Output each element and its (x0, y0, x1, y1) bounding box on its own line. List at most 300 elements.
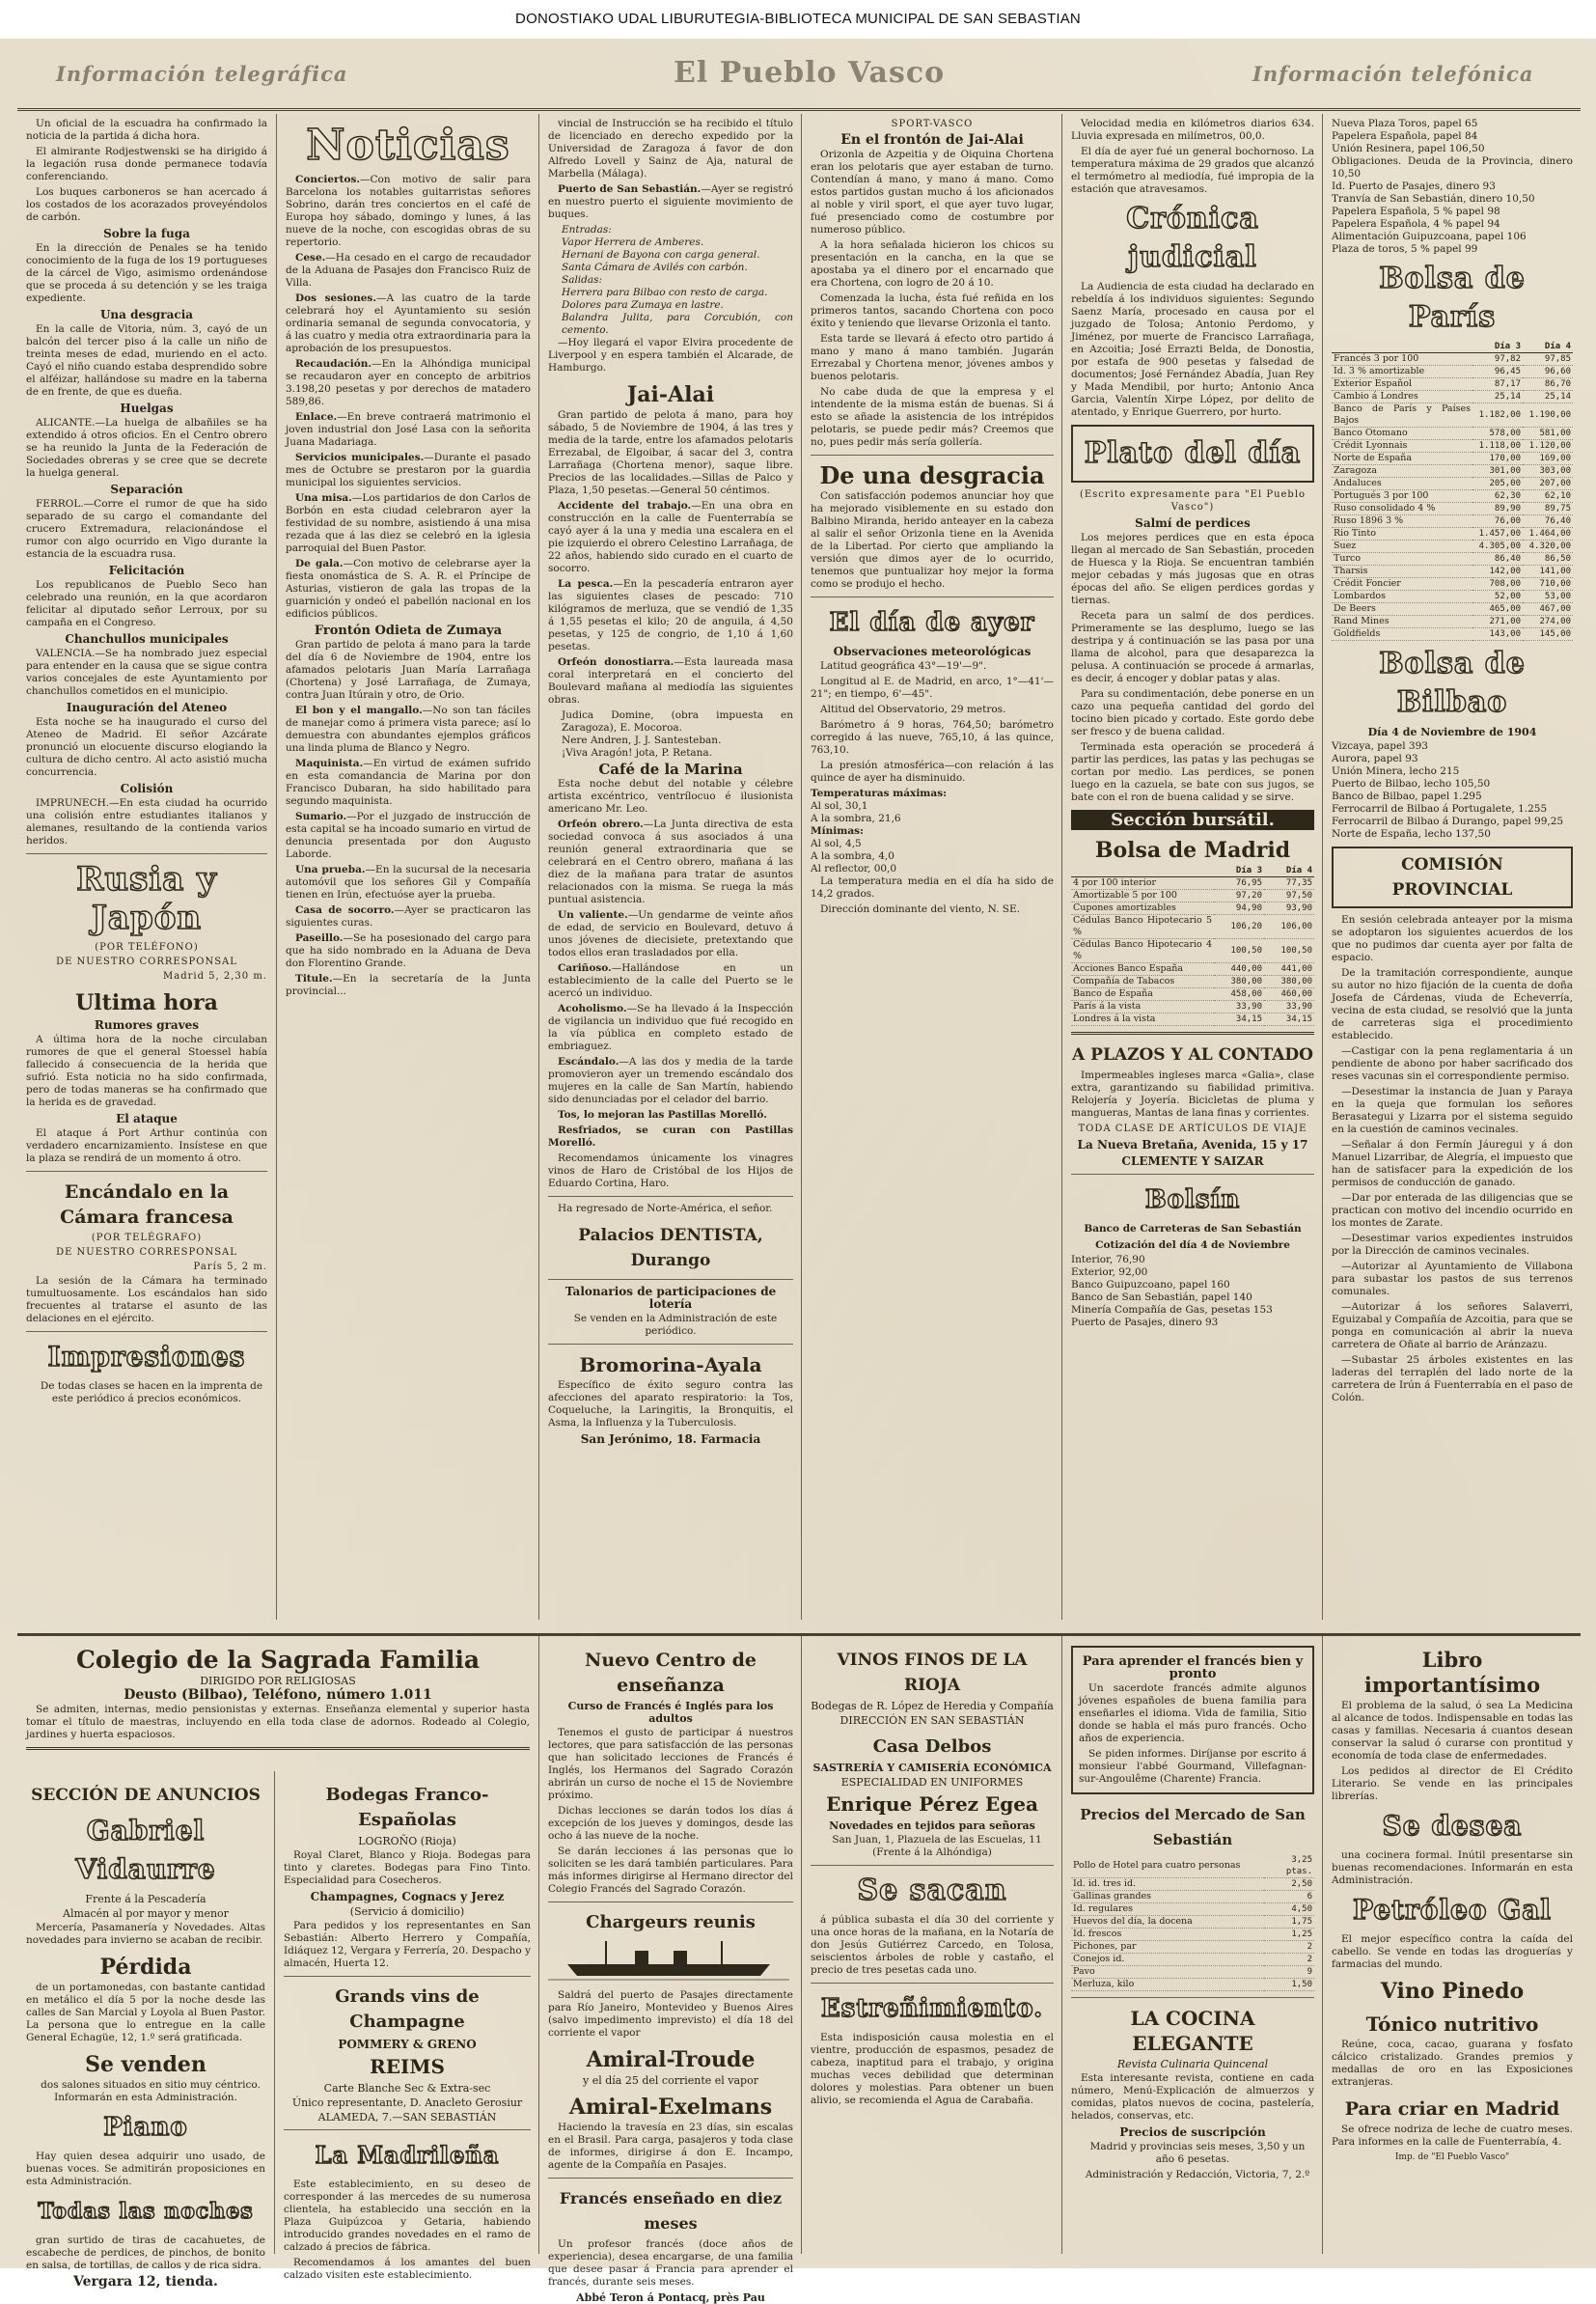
item-lead: Una prueba. (295, 864, 366, 875)
sacan-title: Se sacan (857, 1874, 1007, 1907)
table-row (1071, 1966, 1314, 1979)
paragraph: Velocidad media en kilómetros diarios 634. Lluvia expresada en milímetros, 00,0. (1071, 118, 1314, 142)
item-text: —Se ha posesionado del cargo para que ha sido nombrado en la Aduana de Deva don Florentino Grande. (286, 932, 531, 969)
table-cell-label: Huevos del día, la docena (1071, 1916, 1264, 1929)
table-row (1332, 503, 1573, 515)
ship-line: Vapor Herrera de Amberes. (562, 236, 704, 248)
table-cell-value: 4.305,00 (1472, 541, 1523, 553)
paragraph: Tenemos el gusto de participar á nuestros lectores, que para satisfacción de las personas que han solicitado lecciones de Francés é Inglés, los Hermanos del Sagrado Corazón abrirán un curso de noche el 15 de Noviembre próximo. (548, 1727, 793, 1801)
paragraph: De todas clases se hacen en la imprenta de este periódico á precios económicos. (40, 1380, 263, 1404)
ship-line: Salidas: (562, 274, 603, 286)
colegio-title: Colegio de la Sagrada Familia (75, 1646, 481, 1674)
paragraph: Esta interesante revista, contiene en cada número, Menú-Explicación de almuerzos y comidas, platos nuevos de cocina, pastelería, helados, conservas, etc. (1071, 2072, 1314, 2122)
fronton-title: Frontón Odieta de Zumaya (314, 624, 503, 638)
table-cell-value: 207,00 (1523, 478, 1573, 490)
plazos-names: CLEMENTE Y SAIZAR (1121, 1154, 1264, 1168)
colegio-addr: Deusto (Bilbao), Teléfono, número 1.011 (124, 1687, 432, 1703)
nuevo-centro-title: Nuevo Centro de enseñanza (584, 1650, 757, 1696)
precios-title: Precios del Mercado de San Sebastián (1080, 1806, 1306, 1848)
bolsin-date: Cotización del día 4 de Noviembre (1095, 1239, 1290, 1251)
table-cell-value: 52,00 (1472, 591, 1523, 603)
paragraph: ALICANTE.—La huelga de albañiles se ha extendido á otros oficios. En el Centro obrero se ha reunido la Junta de la Federación de Sociedades obreras y se cree que se decrete la huelga general. (26, 417, 267, 479)
program-line: Nere Andren, J. J. Santesteban. (562, 735, 722, 746)
chargeurs-title: Chargeurs reunis (586, 1912, 756, 1932)
item-text: —A las dos y media de la tarde promovieron ayer un tremendo escándalo dos mujeres en la calle de San Martín, habiendo sido denunciadas por el celador del barrio. (548, 1056, 793, 1105)
table-cell-value: 97,50 (1264, 890, 1314, 902)
champ-agent: Único representante, D. Anacleto Gerosiur (291, 2096, 523, 2109)
bilbao-line: Norte de España, lecho 137,50 (1332, 828, 1491, 840)
paragraph: Los mejores perdices que en esta época llegan al mercado de San Sebastián, proceden de Huesca y la Rioja. Se encuentran también mejor cebadas y más jugosas que en otras épocas del año. Se eligen perdices gordas y tiernas. (1071, 532, 1314, 606)
ultima-hora-title: Ultima hora (75, 990, 218, 1015)
table-cell-value: 89,90 (1472, 503, 1523, 515)
bodegas-title: Bodegas Franco-Españolas (325, 1785, 489, 1830)
paragraph: Se darán lecciones á las personas que lo soliciten se les dará también particulares. Para más informes dirigirse al Hermano director del Colegio Francés del Sagrado Corazón. (548, 1846, 793, 1895)
paragraph: Se ofrece nodriza de leche de cuatro meses. Para informes en la calle de Fuenterrabía, 4. (1332, 2124, 1573, 2148)
table-cell-label: Banco Otomano (1332, 428, 1472, 440)
table-cell-label: Id. id. tres id. (1071, 1878, 1264, 1891)
table-cell-value: 94,90 (1214, 902, 1264, 915)
table-row (1332, 591, 1573, 603)
divider (284, 1976, 531, 1977)
table-cell-value: 33,90 (1264, 1001, 1314, 1013)
item-text: —En la sucursal de la necesaria automóvil que los señores Gil y Compañía tienen en Irún, efectuóse ayer la prueba. (286, 864, 531, 901)
paragraph: Reúne, coca, cacao, guarana y fosfato cálcico cristalizado. Grandes premios y medallas de oro en las Exposiciones extranjeras. (1332, 2039, 1573, 2088)
item-text: —Ayer se registró en nuestro puerto el siguiente movimiento de buques. (548, 183, 793, 220)
estrenimiento-title: Estreñimiento. (820, 1994, 1044, 2023)
paragraph: Dirección dominante del viento, N. SE. (820, 903, 1020, 915)
bolsa-madrid-title: Bolsa de Madrid (1094, 838, 1291, 863)
vino-title: Vino Pinedo (1380, 1979, 1525, 2004)
item-text: —En virtud de exámen sufrido en esta comandancia de Marina por don Francisco Dubaran, ha sido habilitado para segundo maquinista. (286, 758, 531, 807)
section-title: Chanchullos municipales (65, 632, 229, 646)
rusia-japon-title: Rusia y Japón (76, 860, 217, 937)
table-row (1332, 528, 1573, 541)
bolsin-sub: Banco de Carreteras de San Sebastián (1084, 1223, 1302, 1235)
divider (811, 1983, 1054, 1984)
enrique-title: Enrique Pérez Egea (826, 1792, 1038, 1816)
table-row (1332, 628, 1573, 641)
noches-title: Todas las noches (38, 2199, 254, 2224)
paris-title: Bolsa de París (1379, 262, 1526, 334)
camara-title: Encándalo en la Cámara francesa (60, 1181, 234, 1228)
column-3 (538, 114, 802, 1620)
ads-column-5 (1322, 1636, 1582, 2254)
item-lead: Cariñoso. (558, 962, 612, 974)
ship-line: Entradas: (562, 224, 612, 236)
paragraph: gran surtido de tiras de cacahuetes, de escabeche de perdices, de pinchos, de bonito en salsa, de tortillas, de callos y de rica sidra. (26, 2235, 265, 2271)
vinos-title: VINOS FINOS DE LA RIOJA (837, 1651, 1028, 1695)
item-lead: De gala. (295, 558, 344, 569)
noches-addr: Vergara 12, tienda. (73, 2274, 218, 2290)
intro-line: Plaza de toros, 5 % papel 99 (1332, 243, 1478, 255)
item-lead: Un valiente. (558, 909, 628, 921)
amiral-troude-title: Amiral-Troude (586, 2047, 756, 2072)
table-row (1071, 1013, 1314, 1026)
section-label: SPORT-VASCO (891, 119, 974, 129)
item-lead: Recaudación. (295, 358, 372, 370)
divider (548, 1196, 793, 1197)
table-cell-label: Zaragoza (1332, 465, 1472, 478)
table-header (1071, 865, 1214, 877)
item-text: —En una obra en construcción en la calle de Fuenterrabía se cayó ayer á la una y media una escalera en el pie izquierdo el obrero Celestino Larrañaga, de 22 años, habiendo sido curado en el cuarto de socorro. (548, 500, 793, 574)
newspaper-scan (0, 39, 1596, 2304)
paragraph: IMPRUNECH.—En esta ciudad ha ocurrido una colisión entre estudiantes italianos y alemanes, resultando de la contienda varios heridos. (26, 797, 267, 847)
comision-title: COMISIÓN PROVINCIAL (1391, 855, 1513, 900)
temp-line: A la sombra, 21,6 (811, 813, 901, 824)
table-row (1071, 1941, 1314, 1954)
bolsa-paris-table (1332, 341, 1573, 641)
paragraph: San Juan, 1, Plazuela de las Escuelas, 11 (Frente á la Alhóndiga) (832, 1834, 1042, 1858)
table-cell-label: Cédulas Banco Hipotecario 4 % (1073, 939, 1212, 961)
table-cell-value: 141,00 (1523, 566, 1573, 578)
table-cell-label: Id. 3 % amortizable (1332, 366, 1472, 378)
byline: (POR TELÉFONO) (95, 942, 199, 953)
table-cell-value: 106,00 (1264, 915, 1314, 939)
uniformes: ESPECIALIDAD EN UNIFORMES (840, 1776, 1024, 1789)
plato-sub: (Escrito expresamente para "El Pueblo Vasco") (1079, 489, 1307, 513)
table-cell-value: 301,00 (1472, 465, 1523, 478)
divider (1071, 1032, 1314, 1035)
item-text: —La Junta directiva de esta sociedad convoca á sus asociados á una reunión general extraordinaria que se celebrará en el Centro obrero, mañana á las diez de la mañana para tratar de asuntos relacionados con la misma. Se ruega la más puntual asistencia. (548, 819, 793, 905)
temps-title: Temperaturas máximas: (811, 788, 948, 799)
section-title: Colisión (120, 782, 174, 795)
table-cell-value: 87,17 (1472, 378, 1523, 391)
table-row (1071, 939, 1314, 963)
vidaurre-sub: Frente á la Pescadería (85, 1893, 206, 1905)
paragraph: El ataque á Port Arthur continúa con verdadero encarnizamiento. Insístese en que la plaza se rendirá de un momento á otro. (26, 1127, 267, 1164)
table-cell-value: 578,00 (1472, 428, 1523, 440)
paragraph: Un oficial de la escuadra ha confirmado la noticia de la partida á dicha hora. (26, 118, 267, 142)
intro-line: Unión Resinera, papel 106,50 (1332, 143, 1485, 154)
table-row (1071, 976, 1314, 988)
table-cell-value: 89,75 (1523, 503, 1573, 515)
bilbao-line: Vizcaya, papel 393 (1332, 740, 1428, 752)
paragraph: FERROL.—Corre el rumor de que ha sido separado de su cargo el comandante del crucero Extremadura, relacionándose el rumor con algo ocurrido en Vigo durante la estancia de la escuadra rusa. (26, 498, 267, 560)
table-cell-value: 142,00 (1472, 566, 1523, 578)
bolsin-line: Banco Guipuzcoano, papel 160 (1071, 1279, 1230, 1291)
table-cell-label: Cédulas Banco Hipotecario 5 % (1073, 915, 1212, 937)
table-cell-value: 169,00 (1523, 453, 1573, 465)
dia-title: El día de ayer (829, 608, 1035, 637)
table-cell-value: 380,00 (1214, 976, 1264, 988)
divider (548, 2178, 793, 2179)
table-cell-value: 97,82 (1472, 353, 1523, 366)
table-cell-value: 205,00 (1472, 478, 1523, 490)
table-cell-value: 2 (1264, 1954, 1314, 1966)
bilbao-date: Día 4 de Noviembre de 1904 (1367, 726, 1537, 738)
paragraph: —Hoy llegará el vapor Elvira procedente de Liverpool y en espera también el Alcarade, de Hamburgo. (548, 337, 793, 374)
intro-line: Papelera Española, papel 84 (1332, 130, 1478, 142)
table-cell-value: 96,60 (1523, 366, 1573, 378)
vidaurre-sub2: Almacén al por mayor y menor (63, 1907, 229, 1920)
table-cell-value: 1.120,00 (1523, 440, 1573, 453)
divider (26, 1747, 530, 1750)
sastreria: SASTRERÍA Y CAMISERÍA ECONÓMICA (812, 1762, 1052, 1774)
item-text: —Ha cesado en el cargo de recaudador de la Aduana de Pasajes don Francisco Ruiz de Villa. (286, 252, 531, 289)
desgracia-title: De una desgracia (819, 461, 1045, 489)
ship-line: Santa Cámara de Avilés con carbón. (562, 262, 748, 273)
table-cell-value: 34,15 (1264, 1013, 1314, 1026)
cocina-sub: Revista Culinaria Quincenal (1116, 2058, 1269, 2070)
ship-line: Herrera para Bilbao con resto de carga. (562, 287, 768, 298)
table-cell-label: Pollo de Hotel para cuatro personas (1071, 1854, 1264, 1878)
obs-line: La presión atmosférica—con relación á las quince de ayer ha disminuido. (811, 760, 1054, 784)
table-row (1332, 490, 1573, 503)
column-2 (276, 114, 539, 1620)
bolsin-line: Banco de San Sebastián, papel 140 (1071, 1291, 1252, 1303)
paragraph: Este establecimiento, en su deseo de corresponder á las mercedes de su numerosa clientela, ha establecido una sección en la Plaza Guipúzcoa y Getaria, habiendo introducido grandes novedades en el ramo de calzado á precios de fábrica. (284, 2179, 531, 2253)
ads-column-2 (538, 1636, 802, 2304)
table-cell-value: 581,00 (1523, 428, 1573, 440)
table-cell-value: 441,00 (1264, 963, 1314, 976)
table-cell-label: Amortizable 5 por 100 (1071, 890, 1214, 902)
ship-line: Balandra Julita, para Corcubión, con cemento. (562, 312, 793, 336)
paragraph: En la dirección de Penales se ha tenido conocimiento de la fuga de los 19 portugueses de la cárcel de Vigo, asimismo ordenándose que se proceda á su detención y se les traiga expediente. (26, 242, 267, 304)
intro-line: Obligaciones. Deuda de la Provincia, dinero 10,50 (1332, 155, 1573, 180)
section-title: Huelgas (120, 402, 174, 415)
paragraph: Comenzada la lucha, ésta fué reñida en los primeros tantos, sacando Chortena con poco éxito y teniendo que llevarse Orizonla el tanto. (811, 292, 1054, 329)
steamship-icon (548, 1937, 789, 1985)
table-cell-value: 76,95 (1214, 877, 1264, 890)
item-lead: Una misa. (295, 492, 352, 504)
ship-line: Dolores para Zumaya en lastre. (562, 299, 724, 311)
table-row (1332, 578, 1573, 591)
table-row (1332, 465, 1573, 478)
item-text: —A las cuatro de la tarde celebrará hoy el Ayuntamiento su sesión ordinaria semanal de segunda convocatoria, y á las cuatro y media otra extraordinaria para la aprobación de los presupuestos. (286, 292, 531, 354)
table-row (1332, 403, 1573, 428)
bolsin-line: Interior, 76,90 (1071, 1254, 1145, 1265)
table-cell-value: 3,25 ptas. (1264, 1854, 1314, 1878)
section-title: Inauguración del Ateneo (66, 701, 228, 714)
paragraph: —Subastar 25 árboles existentes en las laderas del terraplén del lado norte de la carretera de Irún á Fuenterrabía en el paso de Colón. (1332, 1354, 1573, 1403)
casa-title: Casa Delbos (872, 1736, 992, 1757)
table-cell-label: Pichones, par (1071, 1941, 1264, 1954)
table-cell-value: 1.182,00 (1472, 403, 1523, 428)
bilbao-line: Aurora, papel 93 (1332, 753, 1418, 764)
masthead-title: El Pueblo Vasco (674, 56, 946, 90)
table-cell-label: Acciones Banco España (1071, 963, 1214, 976)
table-cell-label: Lombardos (1332, 591, 1472, 603)
paragraph: Impermeables ingleses marca «Galia», clase extra, garantizando su fiabilidad primitiva. Relojería y Joyería. Bicicletas de pluma y mangueras, Mantas de lana finas y corrientes. (1071, 1069, 1314, 1119)
table-cell-value: 25,14 (1472, 391, 1523, 403)
bolsin-line: Puerto de Pasajes, dinero 93 (1071, 1317, 1219, 1328)
masthead-left: Información telegráfica (56, 62, 348, 86)
ad-line: Resfriados, se curan con Pastillas Morelló. (548, 1124, 793, 1149)
table-cell-value: 100,50 (1214, 939, 1264, 963)
paragraph: Mercería, Pasamanería y Novedades. Altas novedades para invierno se acaban de recibir. (26, 1922, 265, 1946)
table-row (1071, 902, 1314, 915)
table-cell-value: 708,00 (1472, 578, 1523, 591)
paragraph: —Desestimar la instancia de Juan y Paraya en la queja que formulan los señores Berasategui y Lizarra por el sistema seguido en la cuestión de caminos vecinales. (1332, 1086, 1573, 1135)
advertisements-section (17, 1633, 1581, 2304)
paragraph: Madrid y provincias seis meses, 3,50 y un año 6 pesetas. (1089, 2141, 1306, 2165)
section-title: Sobre la fuga (103, 227, 190, 240)
table-cell-value: 4,50 (1264, 1903, 1314, 1916)
table-cell-value: 1,25 (1264, 1929, 1314, 1941)
paragraph: Esta tarde se llevará á efecto otro partido á mano y mano á mano también. Jugarán Errezabal y Chortena menor, jóvenes ambos y buenos pelotaris. (811, 333, 1054, 382)
divider (548, 1901, 793, 1902)
table-cell-value: 303,00 (1523, 465, 1573, 478)
plazos-shop: La Nueva Bretaña, Avenida, 15 y 17 (1077, 1138, 1308, 1152)
intro-line: Papelera Española, 4 % papel 94 (1332, 218, 1500, 230)
item-lead: Servicios municipales. (295, 452, 425, 463)
paragraph: Específico de éxito seguro contra las afecciones del aparato respiratorio: la Tos, Coqueluche, la Laringitis, la Bronquitis, el Asma, la Influenza y la Tuberculosis. (548, 1379, 793, 1429)
item-lead: Titule. (295, 973, 333, 985)
intro-line: Alimentación Guipuzcoana, papel 106 (1332, 231, 1527, 242)
salmi-title: Salmí de perdices (1135, 516, 1251, 530)
paragraph: vincial de Instrucción se ha recibido el título de licenciado en derecho expedido por la Universidad de Zaragoza á favor de don Alfredo Lovell y Sainz de Aja, natural de Marbella (Málaga). (548, 118, 793, 180)
paragraph: El problema de la salud, ó sea La Medicina al alcance de todos. Indispensable en todas las casas y familias. Necesaria á cuantos desean conservar la salud ó curarse con prontitud y economía de toda clase de enfermedades. (1332, 1700, 1573, 1762)
seccion-bursatil-title: Sección bursátil. (1071, 810, 1314, 830)
paragraph: Para su condimentación, debe ponerse en un cazo una pequeña cantidad del gordo del tocino bien picado y cortado. Este gordo debe ser fresco y de buena calidad. (1071, 688, 1314, 737)
obs-line: Barómetro á 9 horas, 764,50; barómetro corregido á las nueve, 765,10, á las quince, 763,10. (811, 719, 1054, 756)
obs-title: Observaciones meteorológicas (833, 645, 1032, 658)
table-row (1332, 603, 1573, 616)
ship-list (548, 224, 793, 337)
section-title: Rumores graves (94, 1018, 200, 1032)
champagne-line: Champagnes, Cognacs y Jerez (310, 1890, 505, 1903)
obs-line: Latitud geográfica 43°—19'—9". (820, 660, 987, 672)
divider (284, 2129, 531, 2130)
paragraph: Gran partido de pelota á mano para la tarde del día 6 de Noviembre de 1904, entre los afamados pelotaris Juan María Larrañaga (Chortena) y José Larrañaga, de Zumaya, contra Juan Itúrain y otro, de Orio. (286, 639, 531, 701)
table-cell-value: 1.118,00 (1472, 440, 1523, 453)
item-lead: Sumario. (295, 811, 347, 822)
item-text: —Se ha llevado á la Inspección de vigilancia un individuo que fué recogido en la vía pública en completo estado de embriaguez. (548, 1003, 793, 1052)
table-cell-value: 9 (1264, 1966, 1314, 1979)
table-cell-value: 86,70 (1523, 378, 1573, 391)
item-lead: La pesca. (558, 578, 614, 590)
table-row (1071, 915, 1314, 939)
table-cell-value: 97,20 (1214, 890, 1264, 902)
item-lead: Casa de socorro. (295, 904, 395, 916)
table-cell-value: 458,00 (1214, 988, 1264, 1001)
bilbao-line: Puerto de Bilbao, lecho 105,50 (1332, 778, 1491, 790)
section-title: El ataque (116, 1112, 178, 1125)
paragraph: Terminada esta operación se procederá á partir las perdices, las patas y las pechugas se cortan por medio. Las perdices, se ponen luego en la cazuela, se bate con sus jugos, se bate con el ron de buena calidad y se sirve. (1071, 741, 1314, 803)
bolsa-madrid-table (1071, 865, 1314, 1026)
divider (548, 1344, 793, 1345)
aprender-box (1071, 1646, 1314, 1794)
table-header: Día 3 (1472, 341, 1523, 353)
table-cell-label: Suez (1332, 541, 1472, 553)
paragraph: Orizonla de Azpeitia y de Oiquina Chortena eran los pelotaris que ayer estaban de turno. Contendían á mano, y mano á mano. Como estos partidos gustan mucho á los aficionados al noble y viril sport, el que ayer tuvo lugar, fué presenciado como de costumbre por numeroso público. (811, 149, 1054, 236)
paragraph: —Autorizar á los señores Salaverri, Eguizabal y Compañía de Azcoitia, para que se ponga en comunicación al abrir la nueva carretera de Oñate al barrio de Aránzazu. (1332, 1301, 1573, 1350)
table-cell-value: 440,00 (1214, 963, 1264, 976)
table-cell-value: 53,00 (1523, 591, 1573, 603)
paragraph: Dichas lecciones se darán todos los días á excepción de los jueves y domingos, desde las ocho á las nueve de la noche. (548, 1805, 793, 1842)
table-row (1071, 963, 1314, 976)
table-cell-value: 1,50 (1264, 1979, 1314, 1991)
table-cell-value: 2,50 (1264, 1878, 1314, 1891)
table-cell-value: 467,00 (1523, 603, 1573, 616)
paragraph: Se venden en la Administración de este periódico. (573, 1313, 778, 1337)
talonarios-title: Talonarios de participaciones de lotería (564, 1285, 777, 1311)
table-cell-value: 274,00 (1523, 616, 1573, 628)
table-cell-label: Exterior Español (1332, 378, 1472, 391)
table-row (1071, 1979, 1314, 1991)
plato-box (1071, 425, 1314, 483)
table-cell-value: 76,00 (1472, 515, 1523, 528)
item-text: —En breve contraerá matrimonio el joven industrial don José Lasa con la señorita Juana Madariaga. (286, 411, 531, 448)
divider (26, 1331, 267, 1332)
amiral-exelmans-title: Amiral-Exelmans (568, 2095, 773, 2120)
bolsin-line: Exterior, 92,00 (1071, 1266, 1148, 1278)
table-cell-value: 97,85 (1523, 353, 1573, 366)
item-lead: Cese. (295, 252, 326, 264)
byline: DE NUESTRO CORRESPONSAL (56, 1247, 237, 1258)
divider (1071, 1174, 1314, 1175)
table-row (1332, 566, 1573, 578)
paragraph: Un sacerdote francés admite algunos jóvenes españoles de buena familia para enseñarles el idioma. Vida de familia, Sitio donde se habla el más puro francés. Ocho años de experiencia. (1079, 1682, 1307, 1744)
divider (811, 455, 1054, 456)
item-text: —Con motivo de celebrarse ayer la fiesta onomástica de S. A. R. el Príncipe de Asturias, vistieron de gala las tropas de la guarnición y ondeó el pabellón nacional en los edificios públicos. (286, 558, 531, 620)
item-text: —En la secretaría de la Junta provincial... (286, 973, 531, 997)
table-cell-label: Francés 3 por 100 (1332, 353, 1472, 366)
table-cell-label: Rio Tinto (1332, 528, 1472, 541)
archive-header: DONOSTIAKO UDAL LIBURUTEGIA-BIBLIOTECA MUNICIPAL DE SAN SEBASTIAN (515, 11, 1081, 27)
table-cell-label: Ruso 1896 3 % (1332, 515, 1472, 528)
table-row (1332, 553, 1573, 566)
impresiones-title: Impresiones (47, 1341, 246, 1373)
item-lead: Acoholismo. (558, 1003, 627, 1014)
item-text: —En la Alhóndiga municipal se recaudaron ayer en concepto de arbitrios 3.198,20 pesetas y por derechos de matadero 589,86. (286, 358, 531, 407)
paragraph: La Audiencia de esta ciudad ha declarado en rebeldía á los individuos siguientes: Segundo Saenz María, procesado en causa por el juzgado de Tolosa; Antonio Perdomo, y Jiménez, por muerte de Francisco Larrañaga, en Azcoitia; José Errazti Belda, de Donostia, por estafa de 900 pesetas y falsedad de documentos; José Fernández Abadía, Juan Rey y Mada Mendibil, por hurto; Antonio Anca Garcia, Valentín Xirpe López, por delito de atentado, y Enrique Guerrero, por hurto. (1071, 281, 1314, 418)
table-row (1332, 478, 1573, 490)
table-cell-value: 1.457,00 (1472, 528, 1523, 541)
vinos-sub: Bodegas de R. López de Heredia y Compañía (811, 1700, 1054, 1712)
table-cell-label: Compañía de Tabacos (1071, 976, 1214, 988)
table-cell-label: Crédit Foncier (1332, 578, 1472, 591)
table-row (1071, 1878, 1314, 1891)
item-lead: Enlace. (295, 411, 338, 423)
dateline: Madrid 5, 2,30 m. (163, 971, 267, 982)
table-cell-value: 143,00 (1472, 628, 1523, 641)
table-row (1332, 353, 1573, 366)
nuevo-centro-sub: Curso de Francés é Inglés para los adultos (567, 1700, 774, 1725)
table-row (1071, 1929, 1314, 1941)
section-title: Una desgracia (99, 308, 194, 321)
item-lead: Orfeón obrero. (558, 819, 644, 830)
criar-title: Para criar en Madrid (1344, 2098, 1560, 2120)
dateline: París 5, 2 m. (193, 1262, 267, 1272)
frances-addr: Abbé Teron á Pontacq, près Pau (576, 2291, 765, 2304)
table-header: Día 3 (1214, 865, 1264, 877)
enrique-sub: Novedades en tejidos para señoras (829, 1819, 1035, 1832)
venden-title: Se venden (85, 2052, 206, 2077)
section-title: Felicitación (108, 564, 185, 577)
paragraph: No cabe duda de que la empresa y el intendente de la misma están de buenas. Si á esto se añade la asistencia de los intrépidos pelotaris, se puede pedir más? Creemos que no, pues pedir más sería gollería. (811, 386, 1054, 448)
obs-line: Altitud del Observatorio, 29 metros. (820, 704, 1006, 715)
aprender-title: Para aprender el francés bien y pronto (1082, 1654, 1304, 1681)
item-lead: Orfeón donostiarra. (558, 656, 674, 668)
table-cell-value: 77,35 (1264, 877, 1314, 890)
table-cell-label: Turco (1332, 553, 1472, 566)
precios-table (1071, 1854, 1314, 1991)
item-text: —Ayer se practicaron las siguientes curas. (286, 904, 531, 929)
vinos-sub2: DIRECCIÓN EN SAN SEBASTIÁN (839, 1714, 1025, 1727)
column-1 (17, 114, 276, 1620)
paragraph: Los buques carboneros se han acercado á los costados de los acorazados proveyéndolos de carbón. (26, 186, 267, 223)
vidaurre-title: Gabriel Vidaurre (75, 1815, 216, 1885)
intro-line: Tranvía de San Sebastián, dinero 10,50 (1332, 193, 1535, 205)
masthead (17, 50, 1581, 111)
pommery: POMMERY & GRENO (338, 2038, 477, 2051)
table-cell-value: 100,50 (1264, 939, 1314, 963)
paragraph: Esta indisposición causa molestia en el vientre, producción de espasmos, pesadez de cabeza, inaptitud para el trabajo, y origina muchas veces debilidad que determinan dolores y molestias. Para obtener un buen alivio, se recomienda el Agua de Carabaña. (811, 2032, 1054, 2106)
paragraph: Los pedidos al director de El Crédito Literario. Se vende en las principales librerías. (1332, 1765, 1573, 1802)
madrilena-title: La Madrileña (315, 2141, 500, 2169)
table-cell-label: 4 por 100 interior (1071, 877, 1214, 890)
